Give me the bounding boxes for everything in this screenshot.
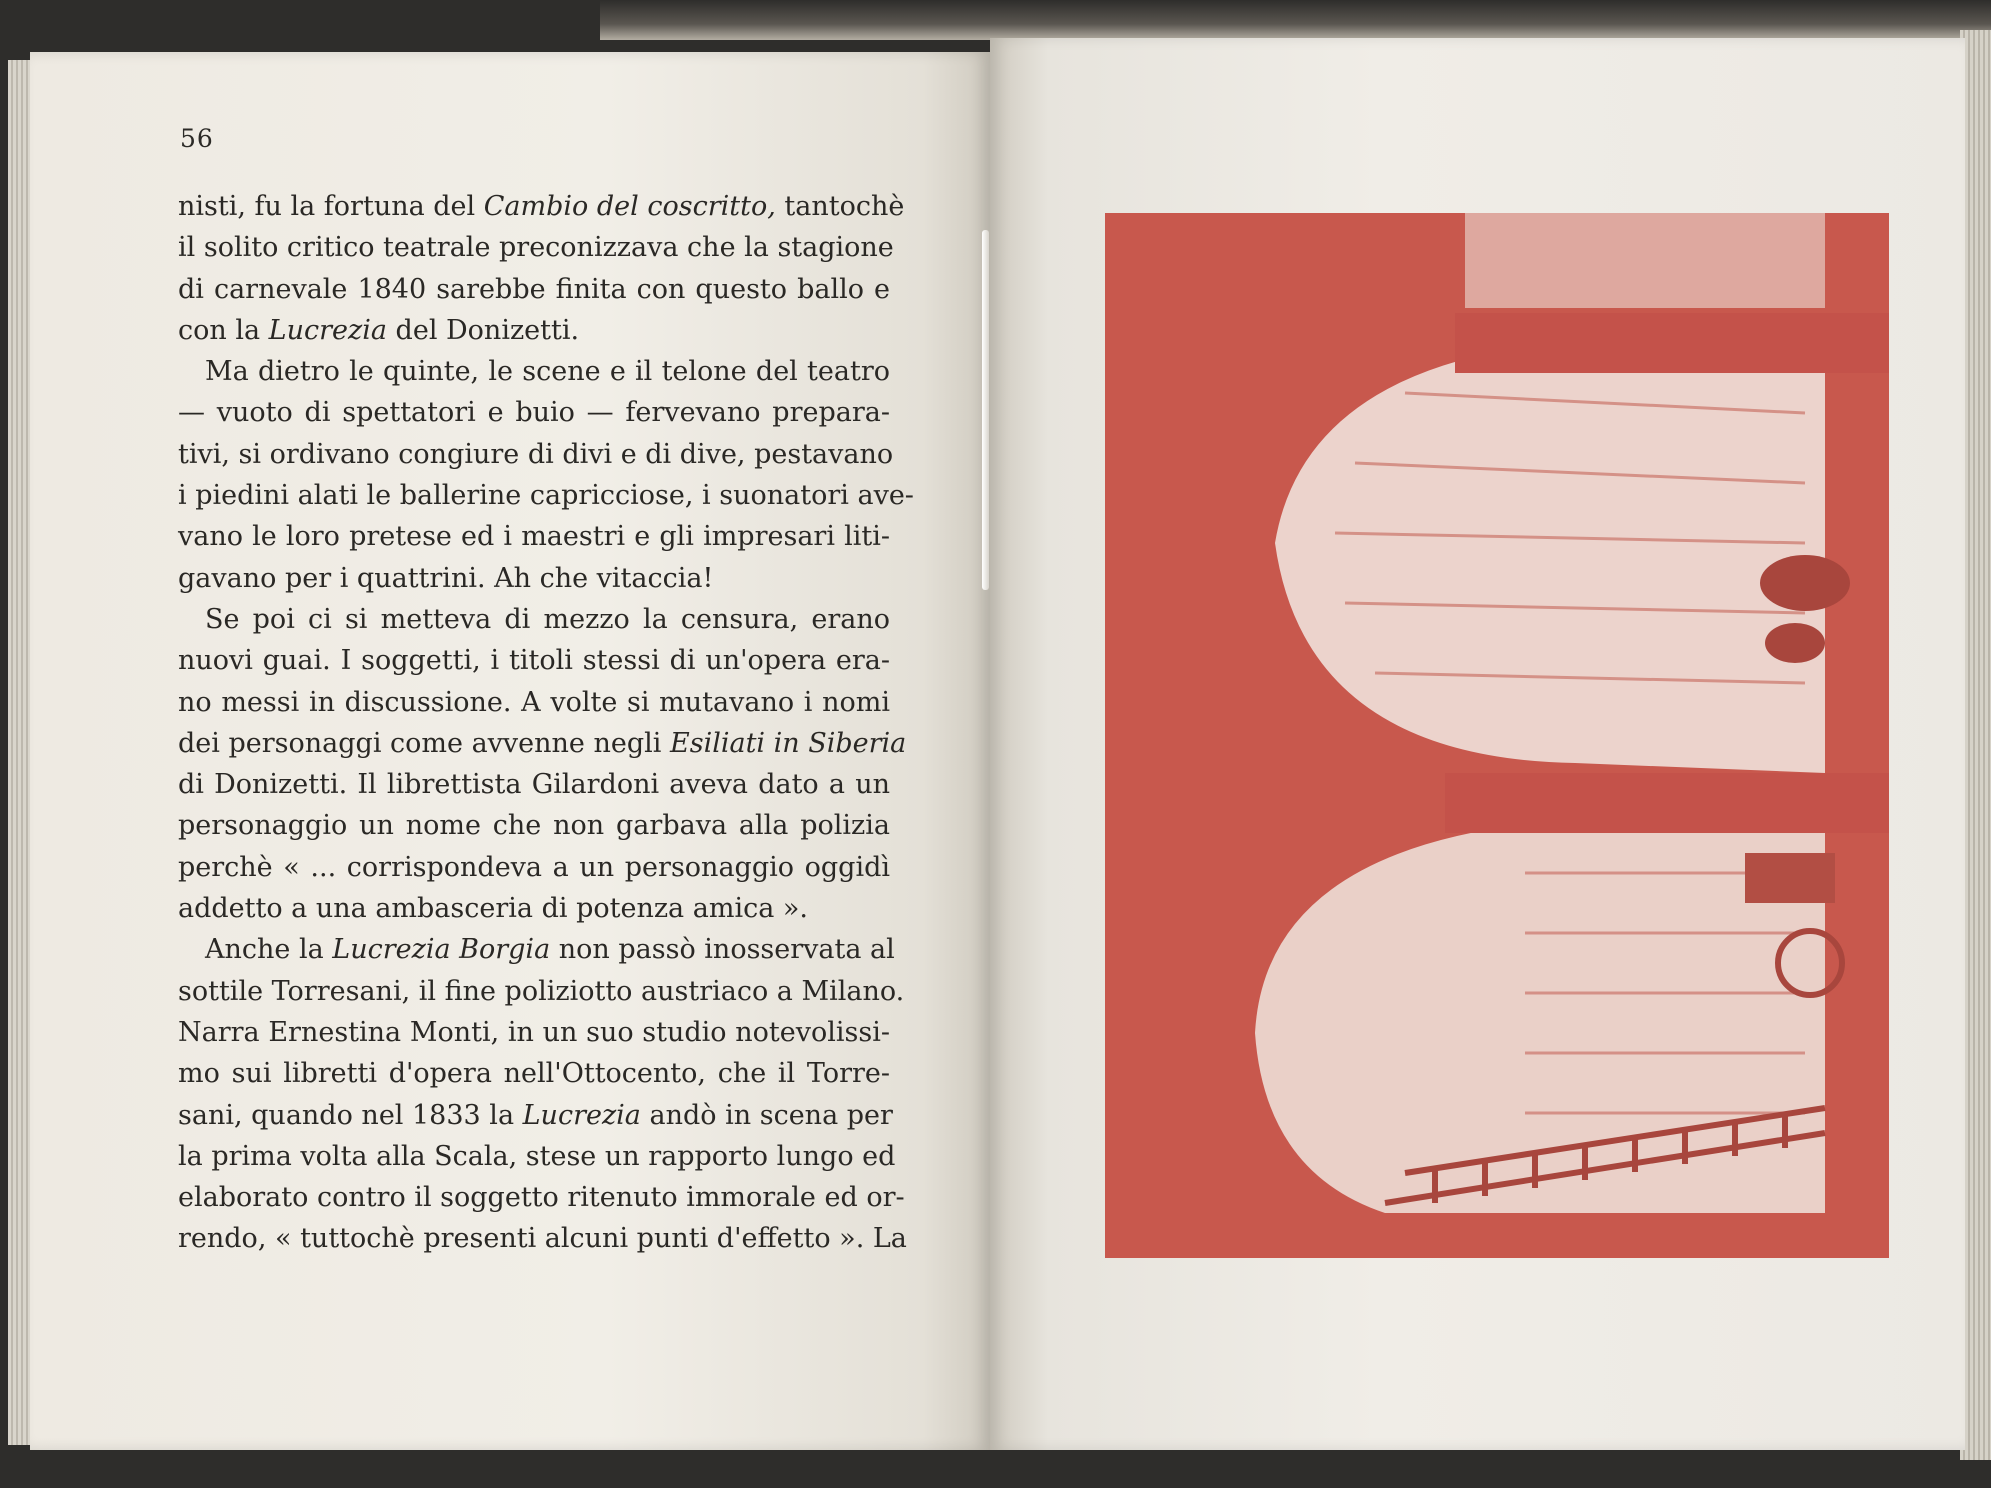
text-segment: la prima volta alla Scala, stese un rapporto lungo ed [178, 1140, 896, 1172]
text-segment: il solito critico teatrale preconizzava che la stagione [178, 232, 894, 264]
text-line [178, 475, 914, 516]
text-segment: sottile Torresani, il fine poliziotto austriaco a Milano. [178, 975, 905, 1007]
italic-title-text: Lucrezia Borgia [332, 934, 551, 966]
text-line [178, 227, 894, 268]
text-line [178, 1218, 907, 1259]
text-segment: nuovi guai. I soggetti, i titoli stessi di un'opera era- [178, 645, 890, 677]
italic-title-text: Lucrezia [268, 314, 387, 346]
text-segment: tivi, si ordivano congiure di divi e di dive, pestavano [178, 438, 894, 470]
text-line [178, 1012, 890, 1053]
text-segment: di Donizetti. Il librettista Gilardoni aveva dato a un [178, 769, 890, 801]
text-segment: con la [178, 314, 269, 346]
text-line [178, 971, 905, 1012]
text-line [178, 847, 890, 888]
text-line [178, 640, 890, 681]
text-segment: Ma dietro le quinte, le scene e il telone del teatro [205, 356, 890, 388]
text-line [178, 351, 890, 392]
text-segment: Se poi ci si metteva di mezzo la censura, erano [205, 603, 890, 635]
text-line [178, 805, 890, 846]
text-line [178, 516, 890, 557]
text-segment: del Donizetti. [386, 314, 580, 346]
text-segment: dei personaggi come avvenne negli [178, 727, 670, 759]
text-segment: vano le loro pretese ed i maestri e gli impresari liti- [178, 521, 890, 553]
text-segment: tantochè [775, 191, 905, 222]
italic-title-text: Esiliati in Siberia [670, 727, 907, 759]
text-line [178, 682, 890, 723]
text-segment: andò in scena per [640, 1099, 893, 1131]
illustration-plate [1105, 213, 1889, 1258]
text-line [178, 186, 905, 227]
text-segment: — vuoto di spettatori e buio — fervevano prepara- [178, 397, 890, 429]
text-segment: sani, quando nel 1833 la [178, 1099, 523, 1131]
text-line [178, 1177, 905, 1218]
book-cover-top-edge [600, 0, 1991, 40]
theatre-arches-illustration [1105, 213, 1889, 1258]
text-line [178, 723, 907, 764]
text-segment: i piedini alati le ballerine capricciose, i suonatori ave- [178, 480, 914, 512]
text-segment: rendo, « tuttochè presenti alcuni punti d'effetto ». La [178, 1223, 907, 1255]
italic-title-text: Lucrezia [522, 1099, 641, 1131]
text-segment: non passò inosservata al [550, 934, 895, 966]
text-segment: Anche la [205, 934, 333, 966]
body-text [178, 186, 914, 1260]
text-line [178, 269, 890, 310]
text-segment: elaborato contro il soggetto ritenuto immorale ed or- [178, 1182, 905, 1214]
text-segment: personaggio un nome che non garbava alla polizia [178, 810, 890, 842]
text-line [178, 1095, 893, 1136]
text-line [178, 558, 890, 599]
text-segment: perchè « ... corrispondeva a un personaggio oggidì [178, 851, 890, 883]
binding-thread [982, 230, 989, 590]
text-line [178, 929, 895, 970]
text-line [178, 1053, 890, 1094]
page-number: 56 [180, 124, 214, 153]
text-line [178, 599, 890, 640]
text-segment: mo sui libretti d'opera nell'Ottocento, che il Torre- [178, 1058, 890, 1090]
text-line [178, 1136, 896, 1177]
text-segment: di carnevale 1840 sarebbe finita con questo ballo e [178, 273, 890, 305]
text-line [178, 434, 894, 475]
italic-title-text: Cambio del coscritto, [483, 191, 776, 222]
text-line [178, 888, 890, 929]
text-segment: no messi in discussione. A volte si mutavano i nomi [178, 686, 890, 718]
text-segment: nisti, fu la fortuna del [178, 191, 484, 222]
text-line [178, 764, 890, 805]
text-segment: Narra Ernestina Monti, in un suo studio notevolissi- [178, 1016, 890, 1048]
text-segment: gavano per i quattrini. Ah che vitaccia! [178, 562, 714, 594]
text-line [178, 392, 890, 433]
text-line [178, 310, 890, 351]
text-segment: addetto a una ambasceria di potenza amica ». [178, 893, 808, 925]
